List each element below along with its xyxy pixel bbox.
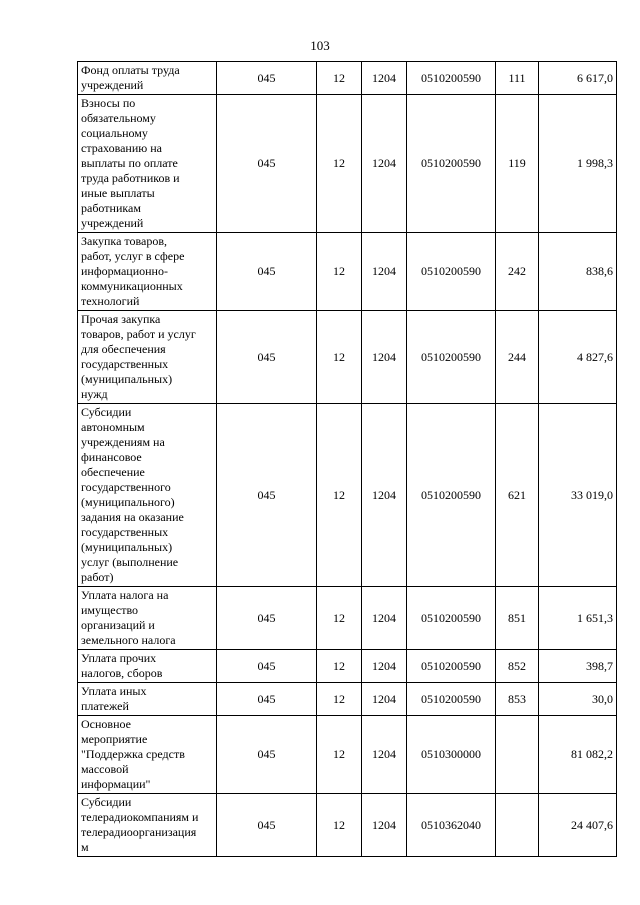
- table-row: [78, 95, 617, 233]
- section-code-cell: 12: [317, 683, 362, 716]
- section-code-cell: 12: [317, 404, 362, 587]
- expense-type-cell: 852: [496, 650, 539, 683]
- subsection-code-cell: 1204: [362, 587, 407, 650]
- ministry-code-cell: 045: [217, 794, 317, 857]
- target-article-cell: 0510200590: [407, 233, 496, 311]
- expense-type-cell: 853: [496, 683, 539, 716]
- expense-type-cell: 111: [496, 62, 539, 95]
- target-article-cell: 0510362040: [407, 794, 496, 857]
- amount-cell: 838,6: [539, 233, 617, 311]
- target-article-cell: 0510200590: [407, 404, 496, 587]
- ministry-code-cell: 045: [217, 311, 317, 404]
- section-code-cell: 12: [317, 62, 362, 95]
- expense-name-cell: Закупка товаров, работ, услуг в сфере информационно- коммуникационных технологий: [78, 233, 217, 311]
- page-number: 103: [310, 38, 330, 53]
- table-body: [78, 62, 617, 857]
- subsection-code-cell: 1204: [362, 62, 407, 95]
- target-article-cell: 0510200590: [407, 95, 496, 233]
- amount-cell: 24 407,6: [539, 794, 617, 857]
- table-row: [78, 587, 617, 650]
- subsection-code-cell: 1204: [362, 716, 407, 794]
- table-row: [78, 404, 617, 587]
- expense-type-cell: [496, 794, 539, 857]
- target-article-cell: 0510200590: [407, 311, 496, 404]
- target-article-cell: 0510200590: [407, 683, 496, 716]
- section-code-cell: 12: [317, 587, 362, 650]
- target-article-cell: 0510200590: [407, 650, 496, 683]
- expense-name-cell: Фонд оплаты труда учреждений: [78, 62, 217, 95]
- expense-type-cell: [496, 716, 539, 794]
- expense-type-cell: 851: [496, 587, 539, 650]
- ministry-code-cell: 045: [217, 587, 317, 650]
- section-code-cell: 12: [317, 311, 362, 404]
- amount-cell: 398,7: [539, 650, 617, 683]
- expense-type-cell: 244: [496, 311, 539, 404]
- expense-name-cell: Уплата налога на имущество организаций и земельного налога: [78, 587, 217, 650]
- expense-type-cell: 621: [496, 404, 539, 587]
- expense-name-cell: Прочая закупка товаров, работ и услуг для обеспечения государственных (муниципальных) нужд: [78, 311, 217, 404]
- expense-name-cell: Уплата прочих налогов, сборов: [78, 650, 217, 683]
- table-row: [78, 62, 617, 95]
- subsection-code-cell: 1204: [362, 311, 407, 404]
- amount-cell: 81 082,2: [539, 716, 617, 794]
- target-article-cell: 0510200590: [407, 62, 496, 95]
- ministry-code-cell: 045: [217, 95, 317, 233]
- table-row: [78, 794, 617, 857]
- expense-name-cell: Уплата иных платежей: [78, 683, 217, 716]
- section-code-cell: 12: [317, 716, 362, 794]
- expense-type-cell: 119: [496, 95, 539, 233]
- ministry-code-cell: 045: [217, 404, 317, 587]
- subsection-code-cell: 1204: [362, 683, 407, 716]
- table-row: [78, 683, 617, 716]
- section-code-cell: 12: [317, 233, 362, 311]
- subsection-code-cell: 1204: [362, 404, 407, 587]
- ministry-code-cell: 045: [217, 62, 317, 95]
- section-code-cell: 12: [317, 794, 362, 857]
- ministry-code-cell: 045: [217, 683, 317, 716]
- target-article-cell: 0510300000: [407, 716, 496, 794]
- subsection-code-cell: 1204: [362, 794, 407, 857]
- amount-cell: 4 827,6: [539, 311, 617, 404]
- amount-cell: 33 019,0: [539, 404, 617, 587]
- subsection-code-cell: 1204: [362, 233, 407, 311]
- expense-name-cell: Взносы по обязательному социальному страхованию на выплаты по оплате труда работников и иные выплаты работникам учреждений: [78, 95, 217, 233]
- ministry-code-cell: 045: [217, 716, 317, 794]
- budget-table: [77, 61, 617, 857]
- expense-name-cell: Субсидии телерадиокомпаниям и телерадиоорганизация м: [78, 794, 217, 857]
- ministry-code-cell: 045: [217, 650, 317, 683]
- ministry-code-cell: 045: [217, 233, 317, 311]
- target-article-cell: 0510200590: [407, 587, 496, 650]
- expense-name-cell: Субсидии автономным учреждениям на финансовое обеспечение государственного (муниципального) задания на оказание государственных (муниципальных) услуг (выполнение работ): [78, 404, 217, 587]
- expense-name-cell: Основное мероприятие "Поддержка средств массовой информации": [78, 716, 217, 794]
- subsection-code-cell: 1204: [362, 650, 407, 683]
- amount-cell: 6 617,0: [539, 62, 617, 95]
- table-row: [78, 311, 617, 404]
- subsection-code-cell: 1204: [362, 95, 407, 233]
- table-row: [78, 650, 617, 683]
- section-code-cell: 12: [317, 95, 362, 233]
- amount-cell: 30,0: [539, 683, 617, 716]
- amount-cell: 1 998,3: [539, 95, 617, 233]
- section-code-cell: 12: [317, 650, 362, 683]
- table-row: [78, 233, 617, 311]
- table-row: [78, 716, 617, 794]
- amount-cell: 1 651,3: [539, 587, 617, 650]
- expense-type-cell: 242: [496, 233, 539, 311]
